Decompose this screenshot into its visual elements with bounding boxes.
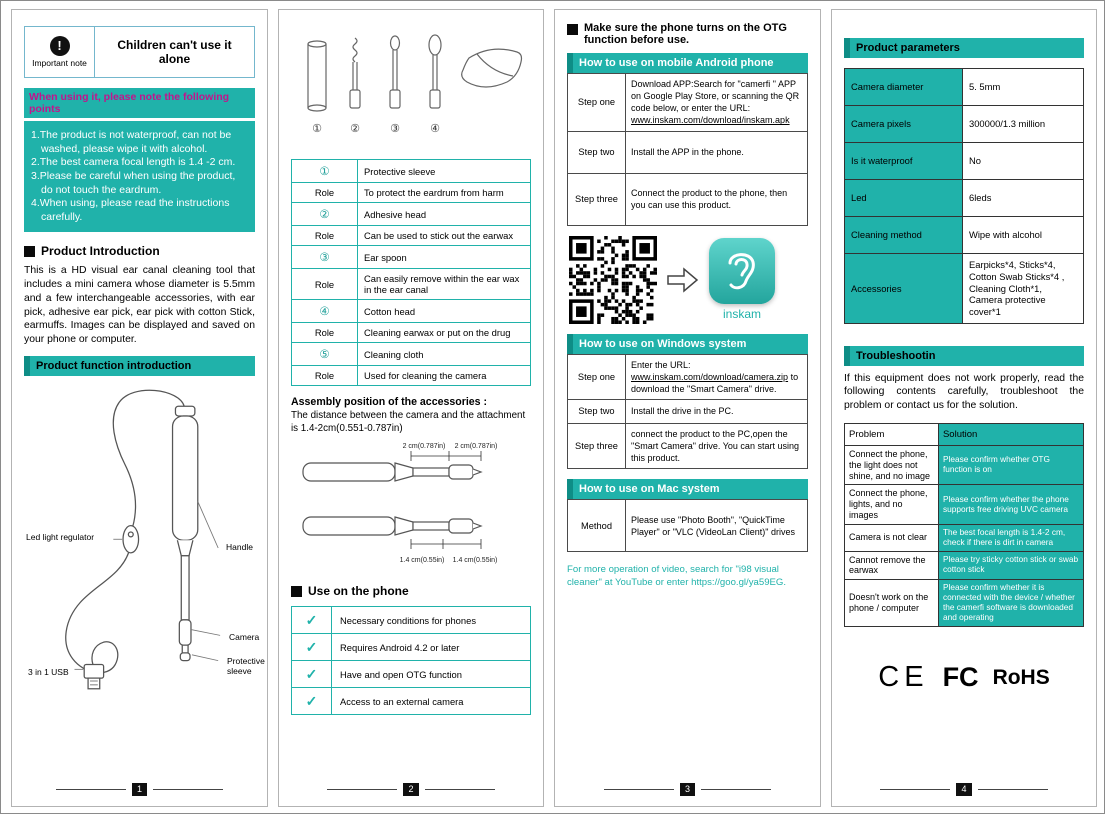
table-row [845, 106, 1084, 143]
accessory-desc: Cleaning cloth [358, 343, 531, 366]
table-row [292, 366, 531, 386]
role-label: Role [292, 323, 358, 343]
troubleshoot-banner: Troubleshootin [844, 346, 1084, 366]
table-row [292, 203, 531, 226]
troubleshoot-table [844, 423, 1084, 627]
role-desc: To protect the eardrum from harm [358, 183, 531, 203]
use-on-phone-header [291, 584, 531, 598]
condition-text: Access to an external camera [332, 688, 531, 715]
step-label: Step one [568, 74, 626, 132]
accessory-id: ④ [292, 300, 358, 323]
page-number: 1 [132, 783, 147, 796]
table-row [292, 246, 531, 269]
check-icon: ✓ [292, 688, 332, 715]
step-text: connect the product to the PC,open the "Smart Camera" drive. You can start using this product. [626, 423, 808, 468]
phone-conditions-table [291, 606, 531, 715]
problem-cell: Camera is not clear [845, 524, 939, 551]
device-diagram [24, 380, 265, 716]
dimension-label: 2 cm(0.787in) [402, 443, 446, 451]
points-banner: When using it, please note the following points [24, 88, 255, 118]
important-note-box [24, 26, 255, 78]
step-label: Step two [568, 399, 626, 423]
method-label: Method [568, 500, 626, 552]
important-note-left [25, 27, 95, 77]
accessory-desc: Cotton head [358, 300, 531, 323]
arrow-right-icon [666, 265, 700, 295]
role-label: Role [292, 366, 358, 386]
role-label: Role [292, 269, 358, 300]
product-introduction-title: Product Introduction [41, 244, 160, 259]
step-text: Install the APP in the phone. [626, 131, 808, 173]
footer-line [153, 789, 223, 790]
param-value: No [963, 143, 1084, 180]
table-row [845, 524, 1084, 551]
dimension-label: 2 cm(0.787in) [454, 443, 498, 451]
ce-mark: CE [878, 661, 929, 694]
step-label: Step three [568, 423, 626, 468]
footer-line [701, 789, 771, 790]
table-row [845, 180, 1084, 217]
check-icon: ✓ [292, 661, 332, 688]
table-row [568, 423, 808, 468]
point-item: 1.The product is not waterproof, can not be washed, please wipe it with alcohol. [31, 129, 232, 155]
table-row [292, 688, 531, 715]
table-row [292, 634, 531, 661]
page-number: 4 [956, 783, 971, 796]
accessory-number-label: ② [350, 123, 360, 135]
use-on-phone-title: Use on the phone [308, 584, 409, 599]
accessory-id: ① [292, 160, 358, 183]
parameters-table [844, 68, 1084, 324]
footer-line [327, 789, 397, 790]
table-row [845, 143, 1084, 180]
important-note-label: Important note [32, 58, 87, 68]
param-label: Camera diameter [845, 69, 963, 106]
method-text: Please use "Photo Booth", "QuickTime Player" or "VLC (VideoLan Client)" drives [626, 500, 808, 552]
condition-text: Necessary conditions for phones [332, 607, 531, 634]
accessory-desc: Protective sleeve [358, 160, 531, 183]
solution-cell: The best focal length is 1.4-2 cm, check if there is dirt in camera [938, 524, 1083, 551]
table-row [845, 445, 1084, 484]
accessory-desc: Ear spoon [358, 246, 531, 269]
step-text-part: Enter the URL: [631, 359, 691, 370]
otg-note-text: Make sure the phone turns on the OTG function before use. [584, 22, 787, 46]
table-row [845, 217, 1084, 254]
param-label: Cleaning method [845, 217, 963, 254]
step-text: Connect the product to the phone, then you can use this product. [626, 173, 808, 225]
windows-banner: How to use on Windows system [567, 334, 808, 354]
problem-cell: Cannot remove the earwax [845, 551, 939, 580]
important-note-text: Children can't use it alone [117, 38, 232, 66]
dimension-label: 1.4 cm(0.55in) [399, 557, 445, 565]
solution-cell: Please confirm whether the phone supports free driving UVC camera [938, 485, 1083, 524]
check-icon: ✓ [292, 607, 332, 634]
page-number: 2 [403, 783, 418, 796]
ear-icon [720, 247, 764, 295]
product-introduction-header [24, 244, 255, 258]
role-desc: Can easily remove within the ear wax in the ear canal [358, 269, 531, 300]
panel-4 [831, 9, 1097, 807]
role-desc: Cleaning earwax or put on the drug [358, 323, 531, 343]
table-row [568, 500, 808, 552]
fcc-mark: FC [942, 662, 979, 693]
square-bullet-icon [291, 586, 302, 597]
table-row [292, 661, 531, 688]
accessories-table [291, 159, 531, 386]
panel-2 [278, 9, 544, 807]
camera-label: Camera [229, 631, 260, 642]
page-footer [555, 783, 820, 796]
role-desc: Used for cleaning the camera [358, 366, 531, 386]
solution-cell: Please confirm whether OTG function is on [938, 445, 1083, 484]
page-footer [12, 783, 267, 796]
points-box [24, 121, 255, 232]
protective-sleeve-label: Protective sleeve [227, 655, 265, 676]
square-bullet-icon [24, 246, 35, 257]
param-value: Wipe with alcohol [963, 217, 1084, 254]
troubleshoot-intro: If this equipment does not work properly, read the following contents carefully, troubleshoot the problem or contact us for the solution. [844, 372, 1084, 412]
assembly-title: Assembly position of the accessories : [291, 396, 488, 408]
solution-cell: Please try sticky cotton stick or swab cotton stick [938, 551, 1083, 580]
driver-download-link[interactable]: www.inskam.com/download/camera.zip [631, 371, 789, 382]
problem-cell: Connect the phone, lights, and no images [845, 485, 939, 524]
panel-3 [554, 9, 821, 807]
windows-steps-table [567, 354, 808, 470]
step-text-part: Download APP:Search for "camerfi " APP on Google Play Store, or scanning the QR code below, or enter the URL: [631, 79, 800, 114]
footer-line [56, 789, 126, 790]
param-value: Earpicks*4, Sticks*4, Cotton Swab Sticks*4 , Cleaning Cloth*1, Camera protective cover*1 [963, 254, 1084, 324]
app-icon-block [709, 238, 775, 321]
footer-line [425, 789, 495, 790]
problem-header: Problem [845, 423, 939, 445]
footer-line [880, 789, 950, 790]
accessory-desc: Adhesive head [358, 203, 531, 226]
param-label: Led [845, 180, 963, 217]
role-label: Role [292, 226, 358, 246]
app-name-label: inskam [722, 307, 761, 322]
mac-banner: How to use on Mac system [567, 479, 808, 499]
step-label: Step three [568, 173, 626, 225]
table-row [845, 580, 1084, 627]
step-text [626, 74, 808, 132]
table-row [845, 551, 1084, 580]
problem-cell: Connect the phone, the light does not shine, and no image [845, 445, 939, 484]
table-row [845, 254, 1084, 324]
square-bullet-icon [567, 24, 578, 35]
step-text: Install the drive in the PC. [626, 399, 808, 423]
param-label: Is it waterproof [845, 143, 963, 180]
inskam-app-icon [709, 238, 775, 304]
parameters-banner: Product parameters [844, 38, 1084, 58]
apk-download-link[interactable]: www.inskam.com/download/inskam.apk [631, 115, 790, 126]
assembly-text: The distance between the camera and the attachment is 1.4-2cm(0.551-0.787in) [291, 410, 526, 434]
step-text [626, 354, 808, 399]
more-info-text: For more operation of video, search for "i98 visual cleaner" at YouTube or enter https://goo.gl/ya59EG. [567, 564, 787, 589]
footer-line [978, 789, 1048, 790]
step-label: Step one [568, 354, 626, 399]
table-row [292, 226, 531, 246]
function-banner: Product function introduction [24, 356, 255, 376]
table-row [568, 354, 808, 399]
usb-label: 3 in 1 USB [28, 666, 69, 677]
problem-cell: Doesn't work on the phone / computer [845, 580, 939, 627]
otg-note-header [567, 22, 808, 46]
dimension-label: 1.4 cm(0.55in) [452, 557, 498, 565]
point-item: 2.The best camera focal length is 1.4 -2 cm. [31, 156, 236, 169]
footer-line [604, 789, 674, 790]
product-introduction-text: This is a HD visual ear canal cleaning tool that includes a mini camera whose diameter is 5.5mm and a few interchangeable accessories, with ear pick, adhesive ear pick, ear pick with cotton Stick, earmuffs. Images can be displayed and saved on your phone or computer. [24, 265, 255, 346]
mac-table [567, 499, 808, 552]
role-label: Role [292, 183, 358, 203]
param-value: 6leds [963, 180, 1084, 217]
table-row [568, 131, 808, 173]
check-icon: ✓ [292, 634, 332, 661]
condition-text: Have and open OTG function [332, 661, 531, 688]
accessory-number-label: ③ [390, 123, 400, 135]
step-text-part: to download the "Smart Camera" drive. [631, 371, 799, 394]
device-illustration [24, 380, 260, 716]
param-value: 300000/1.3 million [963, 106, 1084, 143]
step-label: Step two [568, 131, 626, 173]
assembly-illustration [291, 439, 531, 571]
qr-section [569, 236, 808, 324]
table-row [292, 183, 531, 203]
table-row [568, 74, 808, 132]
accessory-number-label: ① [312, 123, 322, 135]
table-row [292, 323, 531, 343]
table-header-row [845, 423, 1084, 445]
table-row [845, 69, 1084, 106]
exclamation-icon: ! [50, 36, 70, 56]
page-number: 3 [680, 783, 695, 796]
page-footer [279, 783, 543, 796]
qr-code [569, 236, 657, 324]
certification-marks [844, 661, 1084, 694]
point-item: 3.Please be careful when using the product, do not touch the eardrum. [31, 169, 236, 196]
table-row [292, 607, 531, 634]
table-row [292, 269, 531, 300]
point-item: 4.When using, please read the instructions carefully. [31, 197, 230, 223]
param-value: 5. 5mm [963, 69, 1084, 106]
solution-cell: Please confirm whether it is connected with the device / whether the camerfi software is downloaded and operating [938, 580, 1083, 627]
table-row [845, 485, 1084, 524]
table-row [292, 160, 531, 183]
role-desc: Can be used to stick out the earwax [358, 226, 531, 246]
led-regulator-label: Led light regulator [26, 531, 95, 542]
handle-label: Handle [226, 541, 253, 552]
param-label: Camera pixels [845, 106, 963, 143]
page-footer [832, 783, 1096, 796]
accessory-id: ⑤ [292, 343, 358, 366]
table-row [568, 399, 808, 423]
table-row [292, 343, 531, 366]
android-steps-table [567, 73, 808, 226]
accessory-id: ② [292, 203, 358, 226]
param-label: Accessories [845, 254, 963, 324]
accessories-illustration [291, 22, 531, 148]
accessory-id: ③ [292, 246, 358, 269]
table-row [568, 173, 808, 225]
android-banner: How to use on mobile Android phone [567, 53, 808, 73]
rohs-mark: RoHS [992, 665, 1050, 689]
panel-1 [11, 9, 268, 807]
condition-text: Requires Android 4.2 or later [332, 634, 531, 661]
accessory-number-label: ④ [430, 123, 440, 135]
solution-header: Solution [938, 423, 1083, 445]
table-row [292, 300, 531, 323]
